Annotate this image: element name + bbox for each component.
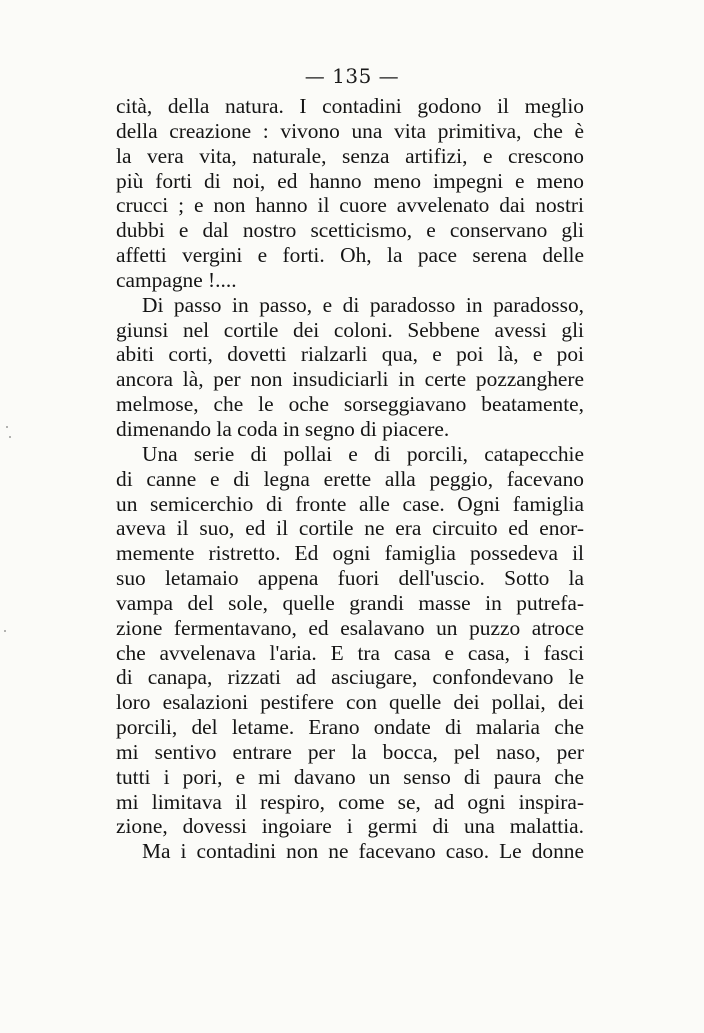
text-line: mi sentivo entrare per la bocca, pel naso, per xyxy=(116,739,584,764)
text-line: tutti i pori, e mi davano un senso di paura che xyxy=(116,764,584,789)
text-line: Ma i contadini non ne facevano caso. Le donne xyxy=(142,839,584,864)
margin-speck xyxy=(4,630,6,632)
text-line: un semicerchio di fronte alle case. Ogni famiglia xyxy=(116,491,584,516)
text-line: di canne e di legna erette alla peggio, facevano xyxy=(116,466,584,491)
text-line: di canapa, rizzati ad asciugare, confondevano le xyxy=(116,665,584,690)
text-line: crucci ; e non hanno il cuore avvelenato dai nostri xyxy=(116,193,584,218)
margin-speck xyxy=(6,426,8,428)
text-line: dubbi e dal nostro scetticismo, e conservano gli xyxy=(116,218,584,243)
text-line: vampa del sole, quelle grandi masse in putrefa- xyxy=(116,590,584,615)
text-line: che avvelenava l'aria. E tra casa e casa, i fasci xyxy=(116,640,584,665)
text-line: cità, della natura. I contadini godono il meglio xyxy=(116,94,584,118)
text-line: dimenando la coda in segno di piacere. xyxy=(116,416,450,441)
body-text xyxy=(116,94,584,864)
text-line: campagne !.... xyxy=(116,267,237,292)
text-line: zione, dovessi ingoiare i germi di una malattia. xyxy=(116,814,584,839)
text-line: loro esalazioni pestifere con quelle dei pollai, dei xyxy=(116,690,584,715)
text-line: melmose, che le oche sorseggiavano beatamente, xyxy=(116,392,584,417)
text-line: abiti corti, dovetti rialzarli qua, e poi là, e poi xyxy=(116,342,584,367)
text-line: Di passo in passo, e di paradosso in paradosso, xyxy=(142,292,584,317)
text-line: mi limitava il respiro, come se, ad ogni inspira- xyxy=(116,789,584,814)
text-line: suo letamaio appena fuori dell'uscio. Sotto la xyxy=(116,566,584,591)
text-line: ancora là, per non insudiciarli in certe pozzanghere xyxy=(116,367,584,392)
text-line: memente ristretto. Ed ogni famiglia possedeva il xyxy=(116,541,584,566)
text-line: giunsi nel cortile dei coloni. Sebbene avessi gli xyxy=(116,317,584,342)
text-line: zione fermentavano, ed esalavano un puzzo atroce xyxy=(116,615,584,640)
margin-speck xyxy=(9,436,11,438)
text-line: più forti di noi, ed hanno meno impegni e meno xyxy=(116,168,584,193)
text-line: della creazione : vivono una vita primitiva, che è xyxy=(116,118,584,143)
text-line: la vera vita, naturale, senza artifizi, e crescono xyxy=(116,143,584,168)
text-line: affetti vergini e forti. Oh, la pace serena delle xyxy=(116,243,584,268)
text-line: aveva il suo, ed il cortile ne era circuito ed enor- xyxy=(116,516,584,541)
page-number: — 135 — xyxy=(304,64,400,88)
text-line: porcili, del letame. Erano ondate di malaria che xyxy=(116,715,584,740)
text-line: Una serie di pollai e di porcili, catapecchie xyxy=(142,441,584,466)
